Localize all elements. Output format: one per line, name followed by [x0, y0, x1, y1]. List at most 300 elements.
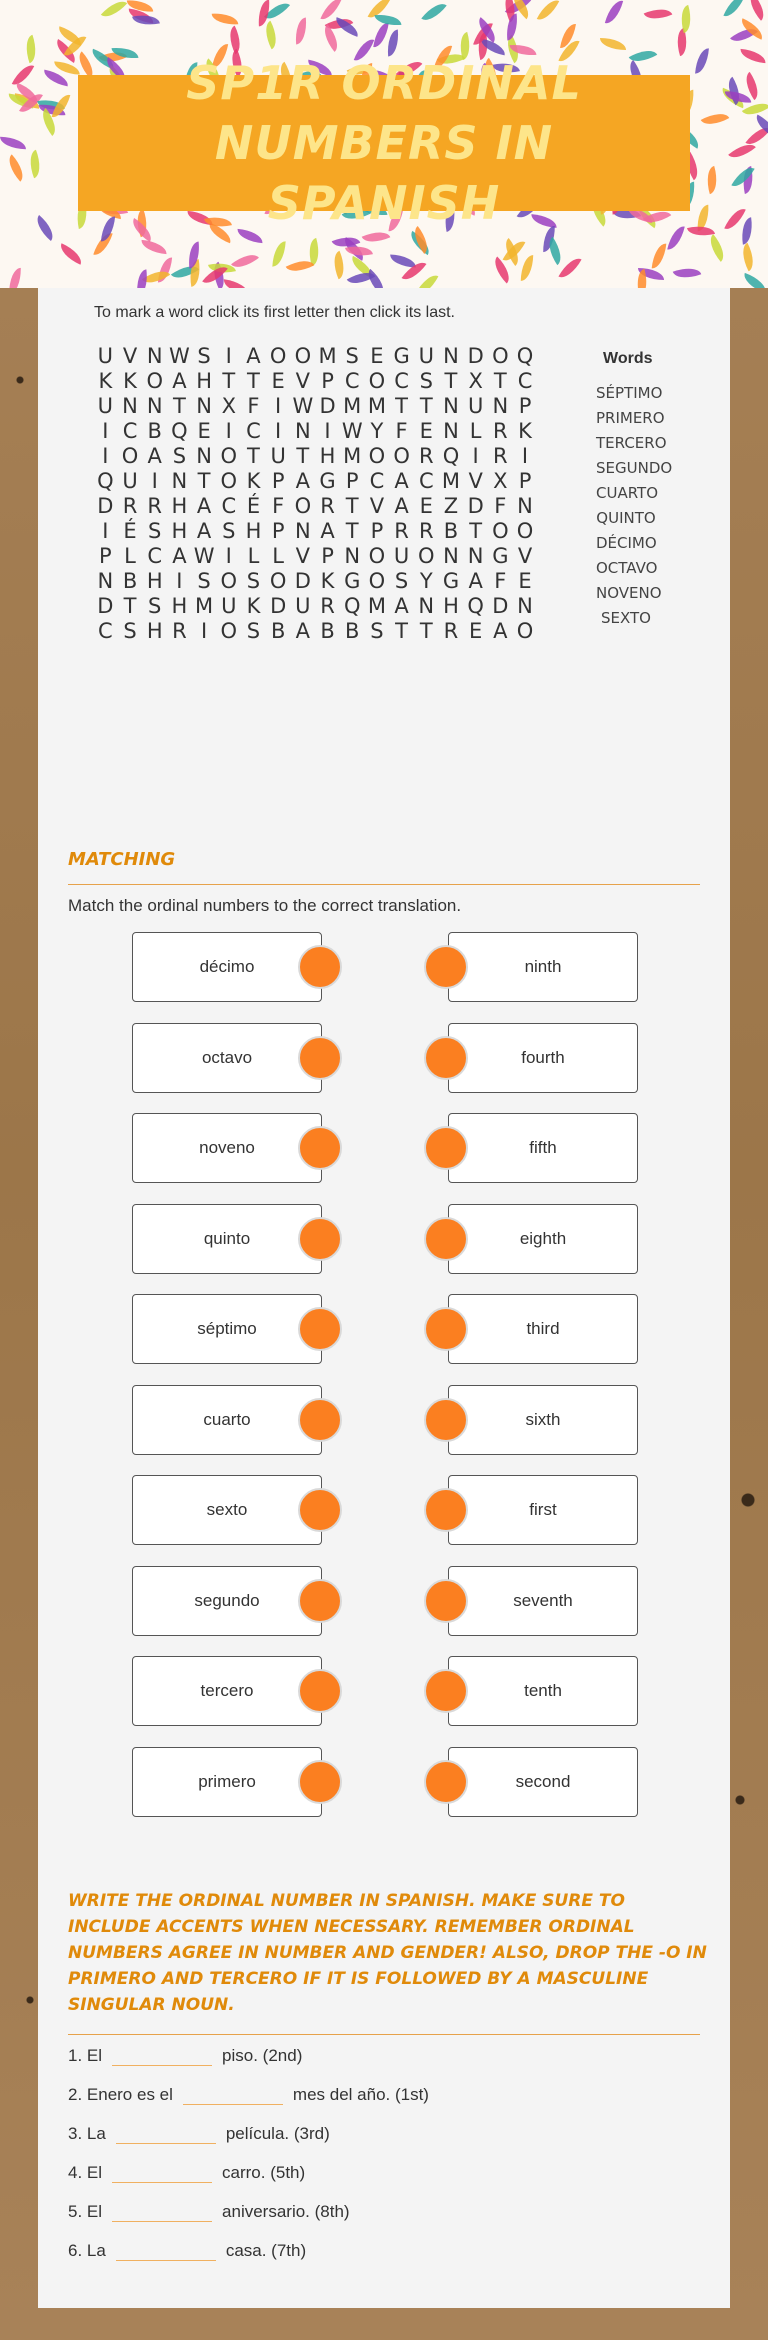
grid-letter[interactable]: H — [146, 569, 163, 593]
grid-letter[interactable]: O — [269, 344, 287, 368]
leaf-decoration — [741, 273, 768, 288]
grid-letter[interactable]: H — [319, 444, 336, 468]
grid-letter[interactable]: O — [146, 369, 163, 393]
grid-letter[interactable]: C — [517, 369, 533, 393]
grid-letter[interactable]: T — [419, 619, 433, 643]
grid-letter[interactable]: E — [518, 569, 532, 593]
grid-letter[interactable]: K — [320, 569, 335, 593]
grid-letter[interactable]: P — [518, 469, 532, 493]
grid-letter[interactable]: L — [247, 544, 260, 568]
leaf-decoration — [672, 28, 691, 56]
grid-letter[interactable]: S — [394, 569, 409, 593]
grid-letter[interactable]: M — [195, 594, 214, 618]
grid-letter[interactable]: Q — [467, 594, 484, 618]
grid-letter[interactable]: C — [122, 419, 138, 443]
leaf-decoration — [54, 61, 81, 74]
grid-letter[interactable]: F — [272, 494, 285, 518]
grid-letter[interactable]: V — [295, 544, 311, 568]
grid-letter[interactable]: L — [469, 419, 482, 443]
match-connector-dot[interactable] — [424, 1488, 468, 1532]
grid-letter[interactable]: C — [418, 469, 434, 493]
grid-letter[interactable]: K — [98, 369, 113, 393]
grid-letter[interactable]: V — [122, 344, 138, 368]
match-connector-dot[interactable] — [424, 1579, 468, 1623]
grid-letter[interactable]: B — [345, 619, 360, 643]
match-connector-dot[interactable] — [298, 945, 342, 989]
grid-letter[interactable]: P — [99, 544, 112, 568]
grid-letter[interactable]: I — [225, 544, 232, 568]
grid-letter[interactable]: I — [102, 519, 109, 543]
grid-letter[interactable]: B — [270, 619, 286, 643]
grid-letter[interactable]: T — [197, 469, 211, 493]
leaf-decoration — [421, 0, 446, 26]
grid-letter[interactable]: O — [121, 444, 139, 468]
leaf-decoration — [744, 0, 768, 21]
match-right-item[interactable]: fourth — [448, 1023, 638, 1093]
match-right-item[interactable]: third — [448, 1294, 638, 1364]
grid-letter[interactable]: U — [97, 344, 114, 368]
grid-letter[interactable]: Y — [370, 419, 384, 443]
grid-letter[interactable]: A — [196, 494, 212, 518]
grid-letter[interactable]: S — [419, 369, 433, 393]
grid-letter[interactable]: S — [148, 519, 162, 543]
grid-letter[interactable]: N — [97, 569, 114, 593]
match-left-item[interactable]: sexto — [132, 1475, 322, 1545]
grid-letter[interactable]: X — [493, 469, 508, 493]
grid-letter[interactable]: N — [294, 419, 311, 443]
grid-letter[interactable]: R — [320, 494, 335, 518]
grid-letter[interactable]: R — [418, 519, 434, 543]
grid-letter[interactable]: H — [245, 519, 262, 543]
grid-letter[interactable]: D — [467, 344, 484, 368]
grid-letter[interactable]: O — [393, 444, 410, 468]
grid-letter[interactable]: N — [418, 594, 435, 618]
grid-letter[interactable]: C — [147, 544, 163, 568]
grid-letter[interactable]: Q — [343, 594, 361, 618]
grid-letter[interactable]: C — [344, 369, 360, 393]
grid-letter[interactable]: I — [102, 419, 109, 443]
match-right-item[interactable]: seventh — [448, 1566, 638, 1636]
grid-letter[interactable]: H — [171, 519, 188, 543]
grid-letter[interactable]: O — [220, 444, 238, 468]
grid-letter[interactable]: U — [270, 444, 286, 468]
grid-letter[interactable]: N — [467, 544, 484, 568]
grid-letter[interactable]: A — [172, 544, 187, 568]
grid-letter[interactable]: M — [343, 444, 362, 468]
answer-blank[interactable] — [183, 2083, 283, 2105]
grid-letter[interactable]: S — [370, 619, 384, 643]
grid-letter[interactable]: D — [97, 494, 114, 518]
grid-letter[interactable]: Q — [97, 469, 114, 493]
grid-letter[interactable]: F — [494, 494, 507, 518]
leaf-decoration — [328, 251, 349, 280]
grid-letter[interactable]: N — [517, 494, 533, 518]
leaf-decoration — [739, 217, 755, 244]
match-left-item[interactable]: octavo — [132, 1023, 322, 1093]
grid-letter[interactable]: N — [146, 394, 163, 418]
grid-letter[interactable]: E — [419, 419, 433, 443]
fill-prompt: 6. La — [68, 2241, 106, 2260]
grid-letter[interactable]: C — [246, 419, 261, 443]
match-right-item[interactable]: first — [448, 1475, 638, 1545]
grid-letter[interactable]: B — [320, 619, 335, 643]
grid-letter[interactable]: P — [518, 394, 532, 418]
match-connector-dot[interactable] — [424, 1307, 468, 1351]
grid-letter[interactable]: N — [492, 394, 509, 418]
grid-letter[interactable]: T — [296, 444, 310, 468]
grid-letter[interactable]: T — [123, 594, 137, 618]
grid-letter[interactable]: D — [492, 594, 509, 618]
fill-item — [68, 2079, 429, 2105]
grid-letter[interactable]: H — [443, 594, 459, 618]
match-connector-dot[interactable] — [424, 945, 468, 989]
grid-letter[interactable]: S — [148, 594, 162, 618]
grid-letter[interactable]: H — [171, 594, 188, 618]
grid-letter[interactable]: D — [270, 594, 287, 618]
grid-letter[interactable]: D — [294, 569, 311, 593]
answer-blank[interactable] — [116, 2122, 216, 2144]
words-list — [596, 384, 673, 634]
grid-letter[interactable]: P — [271, 469, 285, 493]
grid-letter[interactable]: L — [272, 544, 284, 568]
grid-letter[interactable]: I — [472, 444, 479, 468]
grid-letter[interactable]: R — [418, 444, 434, 468]
match-connector-dot[interactable] — [424, 1126, 468, 1170]
grid-letter[interactable]: S — [172, 444, 187, 468]
page-title: SP1R ORDINAL NUMBERS IN SPANISH — [186, 56, 582, 230]
match-right-item[interactable]: ninth — [448, 932, 638, 1002]
grid-letter[interactable]: W — [193, 544, 215, 568]
grid-letter[interactable]: C — [369, 469, 385, 493]
grid-letter[interactable]: O — [220, 469, 238, 493]
grid-letter[interactable]: E — [197, 419, 211, 443]
grid-letter[interactable]: I — [200, 619, 208, 643]
grid-letter[interactable]: T — [172, 394, 186, 418]
fill-prompt: 4. El — [68, 2163, 103, 2182]
match-left-item[interactable]: décimo — [132, 932, 322, 1002]
grid-letter[interactable]: A — [246, 344, 261, 368]
grid-letter[interactable]: U — [418, 344, 434, 368]
grid-letter[interactable]: N — [196, 394, 212, 418]
grid-letter[interactable]: T — [345, 519, 359, 543]
leaf-decoration — [701, 107, 730, 130]
grid-letter[interactable]: M — [441, 469, 461, 493]
grid-letter[interactable]: F — [395, 419, 408, 443]
grid-letter[interactable]: T — [222, 369, 236, 393]
grid-letter[interactable]: I — [275, 394, 282, 418]
grid-letter[interactable]: O — [294, 494, 312, 518]
word-item: PRIMERO — [596, 409, 665, 427]
match-right-item[interactable]: tenth — [448, 1656, 638, 1726]
grid-letter[interactable]: K — [246, 594, 261, 618]
match-left-item[interactable]: cuarto — [132, 1385, 322, 1455]
match-connector-dot[interactable] — [424, 1669, 468, 1713]
grid-letter[interactable]: T — [345, 494, 359, 518]
grid-letter[interactable]: O — [418, 544, 435, 568]
match-left-item[interactable]: tercero — [132, 1656, 322, 1726]
match-connector-dot[interactable] — [298, 1760, 342, 1804]
grid-letter[interactable]: C — [394, 369, 409, 393]
grid-letter[interactable]: P — [321, 369, 334, 393]
grid-letter[interactable]: O — [368, 569, 386, 593]
grid-letter[interactable]: A — [468, 569, 483, 593]
answer-blank[interactable] — [112, 2161, 212, 2183]
grid-letter[interactable]: A — [196, 519, 212, 543]
grid-letter[interactable]: S — [123, 619, 137, 643]
match-left-item[interactable]: segundo — [132, 1566, 322, 1636]
grid-letter[interactable]: B — [443, 519, 459, 543]
grid-letter[interactable]: I — [176, 569, 183, 593]
grid-letter[interactable]: O — [294, 344, 312, 368]
grid-letter[interactable]: D — [97, 594, 114, 618]
grid-letter[interactable]: O — [368, 369, 386, 393]
leaf-decoration — [505, 13, 520, 40]
grid-letter[interactable]: G — [319, 469, 336, 493]
grid-letter[interactable]: T — [395, 394, 408, 418]
grid-letter[interactable]: N — [344, 544, 361, 568]
grid-letter[interactable]: O — [516, 619, 534, 643]
grid-letter[interactable]: B — [147, 419, 162, 443]
grid-letter[interactable]: R — [122, 494, 138, 518]
leaf-decoration — [272, 241, 285, 268]
grid-letter[interactable]: N — [443, 419, 459, 443]
grid-letter[interactable]: S — [246, 619, 261, 643]
grid-letter[interactable]: Q — [516, 344, 534, 368]
grid-letter[interactable]: I — [324, 419, 331, 443]
grid-letter[interactable]: U — [295, 594, 311, 618]
leaf-decoration — [652, 242, 667, 269]
grid-letter[interactable]: H — [146, 619, 163, 643]
grid-letter[interactable]: N — [443, 544, 459, 568]
grid-letter[interactable]: T — [247, 444, 260, 468]
match-right-item[interactable]: eighth — [448, 1204, 638, 1274]
answer-blank[interactable] — [112, 2200, 212, 2222]
grid-letter[interactable]: I — [275, 419, 282, 443]
grid-letter[interactable]: G — [344, 569, 361, 593]
wordsearch-grid — [93, 344, 537, 644]
grid-letter[interactable]: S — [246, 569, 261, 593]
grid-letter[interactable]: A — [172, 369, 187, 393]
grid-letter[interactable]: S — [197, 344, 211, 368]
grid-letter[interactable]: O — [492, 344, 509, 368]
grid-letter[interactable]: D — [319, 394, 336, 418]
grid-letter[interactable]: K — [123, 369, 137, 393]
grid-letter[interactable]: G — [393, 344, 410, 368]
grid-letter[interactable]: I — [151, 469, 158, 493]
fill-hint: carro. (5th) — [222, 2163, 306, 2182]
grid-letter[interactable]: I — [521, 444, 529, 468]
grid-letter[interactable]: P — [321, 544, 334, 568]
grid-letter[interactable]: A — [394, 469, 409, 493]
grid-letter[interactable]: H — [171, 494, 188, 518]
leaf-decoration — [9, 268, 21, 288]
grid-letter[interactable]: V — [517, 544, 533, 568]
word-item: SEGUNDO — [596, 459, 673, 477]
grid-letter[interactable]: O — [516, 519, 534, 543]
match-right-item[interactable]: sixth — [448, 1385, 638, 1455]
match-connector-dot[interactable] — [298, 1579, 342, 1623]
leaf-decoration — [723, 0, 744, 20]
grid-letter[interactable]: B — [122, 569, 138, 593]
grid-letter[interactable]: E — [370, 344, 384, 368]
match-right-item[interactable]: second — [448, 1747, 638, 1817]
fill-item — [68, 2196, 350, 2222]
grid-letter[interactable]: K — [246, 469, 261, 493]
leaf-decoration — [673, 263, 702, 283]
grid-letter[interactable]: K — [518, 419, 532, 443]
match-connector-dot[interactable] — [424, 1760, 468, 1804]
grid-letter[interactable]: A — [320, 519, 335, 543]
grid-letter[interactable]: P — [345, 469, 359, 493]
grid-letter[interactable]: N — [146, 344, 163, 368]
grid-letter[interactable]: T — [444, 369, 458, 393]
word-item: CUARTO — [596, 484, 659, 502]
match-connector-dot[interactable] — [424, 1217, 468, 1261]
leaf-decoration — [737, 243, 759, 272]
grid-letter[interactable]: A — [394, 494, 409, 518]
grid-letter[interactable]: É — [123, 519, 137, 543]
grid-letter[interactable]: U — [221, 594, 237, 618]
grid-letter[interactable]: X — [468, 369, 483, 393]
leaf-decoration — [704, 234, 730, 262]
grid-letter[interactable]: N — [443, 394, 459, 418]
answer-blank[interactable] — [116, 2239, 216, 2261]
grid-letter[interactable]: R — [147, 494, 163, 518]
match-connector-dot[interactable] — [298, 1307, 342, 1351]
grid-letter[interactable]: O — [368, 544, 386, 568]
grid-letter[interactable]: A — [493, 619, 508, 643]
grid-letter[interactable]: M — [343, 394, 362, 418]
grid-letter[interactable]: T — [493, 369, 507, 393]
match-left-item[interactable]: quinto — [132, 1204, 322, 1274]
grid-letter[interactable]: A — [394, 594, 409, 618]
grid-letter[interactable]: R — [320, 594, 335, 618]
grid-letter[interactable]: E — [271, 369, 285, 393]
leaf-decoration — [3, 154, 29, 181]
grid-letter[interactable]: R — [493, 419, 508, 443]
grid-letter[interactable]: E — [469, 619, 483, 643]
grid-letter[interactable]: Q — [442, 444, 460, 468]
grid-letter[interactable]: F — [494, 569, 507, 593]
match-connector-dot[interactable] — [298, 1217, 342, 1261]
grid-letter[interactable]: I — [102, 444, 109, 468]
grid-letter[interactable]: R — [493, 444, 508, 468]
grid-letter[interactable]: S — [345, 344, 359, 368]
grid-letter[interactable]: R — [394, 519, 409, 543]
grid-letter[interactable]: O — [492, 519, 509, 543]
grid-letter[interactable]: Z — [443, 494, 459, 518]
grid-letter[interactable]: L — [124, 544, 136, 568]
grid-letter[interactable]: Y — [419, 569, 433, 593]
grid-letter[interactable]: É — [246, 494, 261, 518]
grid-letter[interactable]: N — [122, 394, 138, 418]
grid-letter[interactable]: U — [122, 469, 138, 493]
grid-letter[interactable]: O — [220, 619, 238, 643]
match-right-item[interactable]: fifth — [448, 1113, 638, 1183]
grid-letter[interactable]: N — [171, 469, 188, 493]
grid-letter[interactable]: U — [467, 394, 484, 418]
grid-letter[interactable]: H — [196, 369, 212, 393]
grid-letter[interactable]: W — [169, 344, 190, 368]
fill-prompt: 2. Enero es el — [68, 2085, 173, 2104]
match-connector-dot[interactable] — [424, 1398, 468, 1442]
leaf-decoration — [725, 91, 751, 104]
grid-letter[interactable]: S — [222, 519, 236, 543]
grid-letter[interactable]: A — [295, 469, 311, 493]
grid-letter[interactable]: N — [294, 519, 311, 543]
grid-letter[interactable]: T — [247, 369, 260, 393]
match-connector-dot[interactable] — [298, 1669, 342, 1713]
grid-letter[interactable]: M — [367, 394, 386, 418]
grid-letter[interactable]: U — [393, 544, 410, 568]
grid-letter[interactable]: C — [98, 619, 113, 643]
match-connector-dot[interactable] — [298, 1488, 342, 1532]
grid-letter[interactable]: O — [220, 569, 238, 593]
grid-letter[interactable]: V — [468, 469, 483, 493]
grid-letter[interactable]: A — [295, 619, 311, 643]
grid-letter[interactable]: V — [295, 369, 311, 393]
match-connector-dot[interactable] — [424, 1036, 468, 1080]
grid-letter[interactable]: M — [367, 594, 386, 618]
grid-letter[interactable]: A — [147, 444, 162, 468]
grid-letter[interactable]: C — [221, 494, 237, 518]
divider — [68, 2034, 700, 2035]
grid-letter[interactable]: W — [341, 419, 363, 443]
grid-letter[interactable]: E — [419, 494, 433, 518]
match-left-item[interactable]: primero — [132, 1747, 322, 1817]
grid-letter[interactable]: T — [469, 519, 483, 543]
grid-letter[interactable]: V — [369, 494, 385, 518]
grid-letter[interactable]: T — [395, 619, 408, 643]
grid-letter[interactable]: N — [443, 344, 459, 368]
grid-letter[interactable]: M — [318, 344, 337, 368]
grid-letter[interactable]: D — [467, 494, 484, 518]
match-connector-dot[interactable] — [298, 1126, 342, 1170]
leaf-decoration — [695, 48, 709, 75]
grid-letter[interactable]: X — [221, 394, 236, 418]
grid-letter[interactable]: T — [419, 394, 433, 418]
match-left-item[interactable]: noveno — [132, 1113, 322, 1183]
grid-letter[interactable]: O — [368, 444, 386, 468]
answer-blank[interactable] — [112, 2044, 212, 2066]
grid-letter[interactable]: N — [517, 594, 533, 618]
grid-letter[interactable]: Q — [171, 419, 188, 443]
fill-hint: aniversario. (8th) — [222, 2202, 350, 2221]
match-connector-dot[interactable] — [298, 1398, 342, 1442]
match-left-item[interactable]: séptimo — [132, 1294, 322, 1364]
grid-letter[interactable]: P — [370, 519, 384, 543]
grid-letter[interactable]: I — [225, 344, 232, 368]
grid-letter[interactable]: U — [97, 394, 114, 418]
grid-letter[interactable]: N — [196, 444, 212, 468]
grid-letter[interactable]: O — [269, 569, 287, 593]
fill-prompt: 1. El — [68, 2046, 103, 2065]
grid-letter[interactable]: S — [197, 569, 211, 593]
grid-letter[interactable]: R — [443, 619, 459, 643]
grid-letter[interactable]: W — [292, 394, 314, 418]
worksheet — [38, 288, 730, 2308]
grid-letter[interactable]: R — [172, 619, 187, 643]
leaf-decoration — [558, 254, 581, 283]
grid-letter[interactable]: I — [225, 419, 232, 443]
grid-letter[interactable]: P — [271, 519, 285, 543]
grid-letter[interactable]: G — [442, 569, 460, 593]
match-connector-dot[interactable] — [298, 1036, 342, 1080]
leaf-decoration — [0, 137, 26, 149]
grid-letter[interactable]: G — [492, 544, 509, 568]
grid-letter[interactable]: F — [247, 394, 260, 418]
fill-hint: casa. (7th) — [225, 2241, 307, 2260]
